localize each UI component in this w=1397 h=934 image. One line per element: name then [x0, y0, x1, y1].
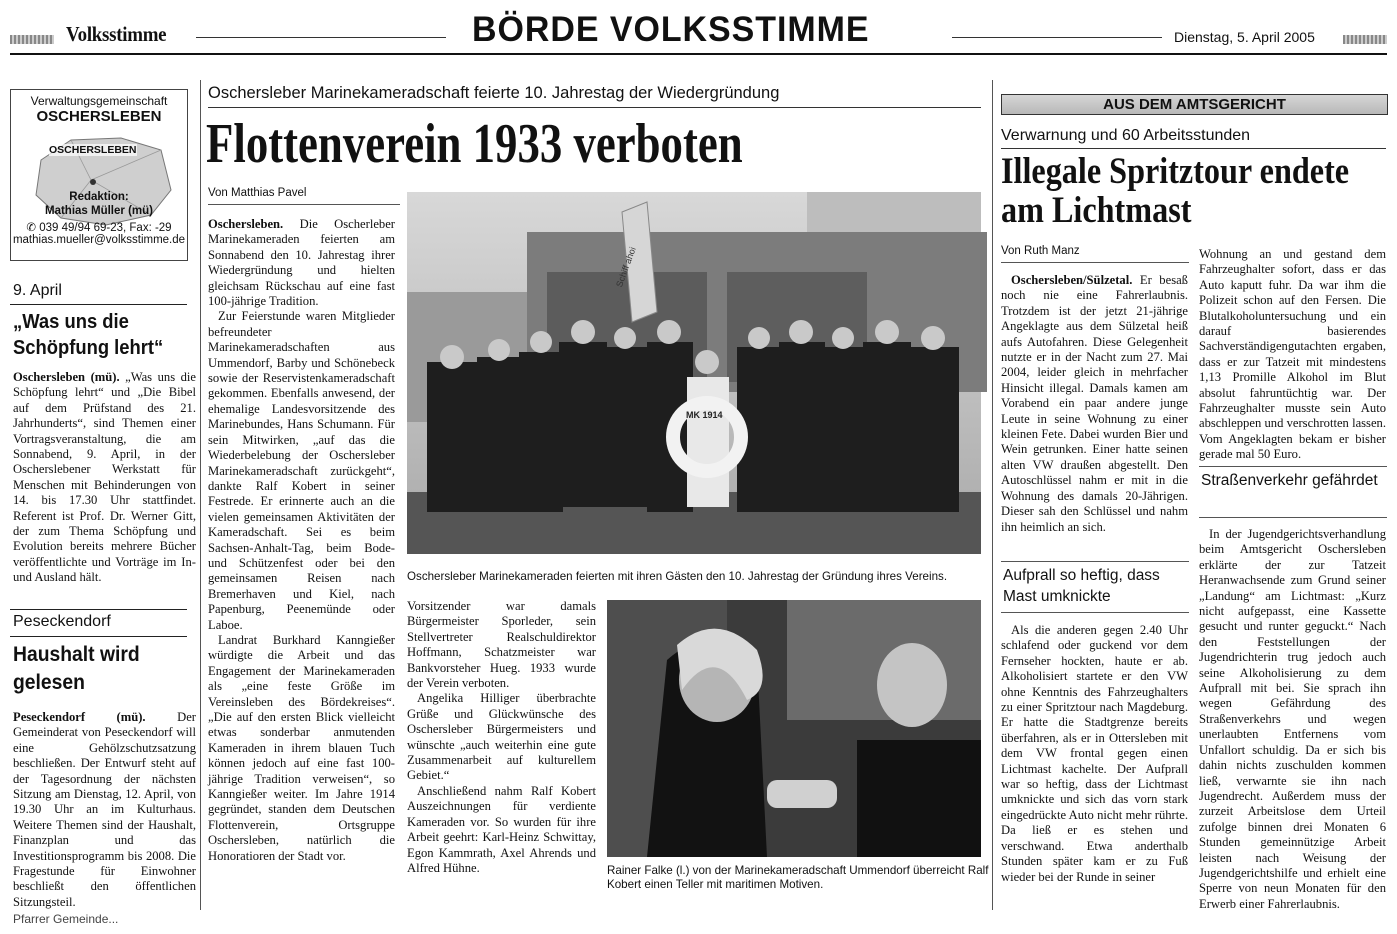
- main-col2-p3: Anschließend nahm Ralf Kobert Auszeichnungen für verdiente Kameraden vor. So wurden für ihre Arbeit geehrt: Karl-Heinz Schwittay, Egon Kammrath, Axel Ahrends und Alfred Hühne.: [407, 783, 596, 875]
- sidebar-phone: ✆ 039 49/94 69-23, Fax: -29: [26, 222, 172, 234]
- sidebar-email: mathias.mueller@volksstimme.de: [12, 234, 186, 246]
- sidebar-article-1-body: „Was uns die Schöpfung lehrt“ und „Die Bibel auf dem Prüfstand des 21. Jahrhunderts“, sind Themen einer Vortragsveranstaltung, die am Sonnabend, 9. April, in der Oscherslebener Werkstatt für Menschen mit Behinderungen von 14. bis 17.30 Uhr stattfindet. Referent ist Prof. Dr. Werner Gitt, der zum Thema Schöpfung und Evolution bereits mehrere Bücher veröffentlichte und Vorträge im In- und Ausland hält.: [13, 370, 196, 585]
- photo-flag-text: Schiff ahoi: [614, 245, 638, 289]
- right-col1-p2: Als die anderen gegen 2.40 Uhr schlafend oder guckend vor dem Fernseher hockten, haute er ab. Alkoholisiert startete er den VW ohne Kenntnis des Fahrzeughalters zu einer Spritztour nach Magdeburg. Er hatte die Stadtgrenze bereits überfahren, als er in Ottersleben mit dem VW frontal gegen einen Lichtmast kachelte. Der Aufprall war so heftig, dass der Lichtmast umknickte und sich das vorn stark eingedrückte Auto nicht mehr rührte. Da ließ er es stehen und verschwand. Etwa anderthalb Stunden später kam er zu Fuß wieder bei der Runde in seiner: [1001, 623, 1188, 884]
- award-photo-image: [607, 600, 981, 857]
- right-byline: Von Ruth Manz: [1001, 245, 1080, 257]
- right-sub2-rule-bottom: [1199, 517, 1387, 518]
- main-kicker: Oschersleber Marinekameradschaft feierte 10. Jahrestag der Wiedergründung: [208, 84, 780, 102]
- main-column-1: [208, 217, 395, 899]
- main-headline: Flottenverein 1933 verboten: [206, 113, 743, 175]
- main-col1-p2: Zur Feierstunde waren Mitglieder befreundeter Marinekameradschaften aus Ummendorf, Barby und Schönebeck sowie der Reservistenkameradschaft gekommen. Ebenfalls anwesend, der ehemalige Landesvorsitzende des Marinebundes, Hans Schumann. Für sein Mitwirken, „auf das die Wiederbelebung der Oschersleber Marinekameradschaft zurückgeht“, dankte Ralf Kobert in seiner Festrede. Er erinnerte auch an die vielen gemeinsamen Aktivitäten der Kameradschaft. Sei es beim Sachsen-Anhalt-Tag, beim Bode- und Schützenfest oder bei den gemeinsamen Reisen nach Bremerhaven und Kiel, nach Papenburg, Peenemünde oder Laboe.: [208, 309, 395, 632]
- masthead-title: BÖRDE VOLKSSTIMME: [472, 10, 870, 49]
- right-col2-p1: Wohnung an und gestand dem Fahrzeughalter sofort, dass er das Auto kaputt fuhr. Da war ihm die Polizeit schon auf den Fersen. Die Blutalkoholuntersuchung und ein darauf basierendes Sachverständigengutachten ergaben, dass er zur Tatzeit mit mindestens 1,13 Promille Alkohol im Blut absolut fahruntüchtig war. Der Fahrzeughalter musste sein Auto abschleppen und verschrotten lassen. Vom Angeklagten bekam er bisher gerade mal 50 Euro.: [1199, 247, 1386, 462]
- section-label: AUS DEM AMTSGERICHT: [1001, 94, 1388, 115]
- right-column-2: [1199, 247, 1386, 460]
- right-subhead-1: Aufprall so heftig, dass Mast umknickte: [1003, 567, 1160, 605]
- sidebar-headline-2: Haushalt wird gelesen: [13, 643, 140, 694]
- main-column-2: [407, 599, 596, 899]
- right-column-1b: [1001, 623, 1188, 898]
- sidebar-place: Peseckendorf: [13, 613, 111, 630]
- masthead-underline: [10, 53, 1387, 55]
- sidebar-article-1: [13, 370, 196, 602]
- masthead-rule-left: [196, 37, 446, 38]
- right-sub2-rule: [1199, 466, 1387, 467]
- sidebar-article-2-lead: Peseckendorf (mü).: [13, 710, 146, 724]
- main-col1-lead: Oschersleben.: [208, 217, 284, 231]
- sidebar-date: 9. April: [13, 282, 62, 299]
- group-photo: [407, 192, 981, 554]
- column-divider-right: [992, 80, 993, 910]
- right-column-1: [1001, 273, 1188, 558]
- right-column-2b: [1199, 527, 1386, 911]
- sidebar-city: OSCHERSLEBEN: [36, 108, 162, 125]
- photo-ring-text: MK 1914: [686, 410, 723, 420]
- sidebar-redaktion: Redaktion:: [69, 191, 129, 203]
- main-col2-p2: Angelika Hilliger überbrachte Grüße und Glückwünsche des Oschersleber Bürgermeisters und wünschte „auch weiterhin eine gute Zusammenarbeit auf kulturellem Gebiet.“: [407, 691, 596, 783]
- masthead-hatch-left: [10, 35, 54, 44]
- main-byline-rule: [208, 204, 400, 205]
- main-byline: Von Matthias Pavel: [208, 187, 307, 199]
- main-col1-text: Die Oscherleber Marinekameraden feierten am Sonnabend den 10. Jahrestag ihrer Wiedergründung und hielten gleichsam Rückschau auf eine fast 100-jährige Tradition.: [208, 217, 395, 309]
- masthead-brand: Volksstimme: [66, 22, 167, 46]
- right-col1-p1: Er besaß noch nie eine Fahrerlaubnis. Trotzdem ist der jetzt 21-jährige Angeklagte aus dem Sülzetal heiß aufs Autofahren. Diese Gelegenheit nutzte er in der Nacht zum 27. Mai 2004, leider gleich in mehrfacher Hinsicht illegal. Damals kamen am Vorabend ein paar andere junge Leute in seine Wohnung zu einer kleinen Fete. Dabei wurden Bier und Wein getrunken. Einer hatte seinen alten VW draußen abgestellt. Den Autoschlüssel nahm er mit in die Wohnung des damals 20-Jährigen. Dieser sah den Schlüssel und nahm ihn heimlich an sich.: [1001, 273, 1188, 534]
- masthead-hatch-right: [1343, 35, 1387, 44]
- sidebar-vg-label: Verwaltungsgemeinschaft: [30, 94, 168, 108]
- masthead-date: Dienstag, 5. April 2005: [1174, 29, 1315, 45]
- sidebar-rule-1: [10, 304, 187, 305]
- sidebar-editor: Mathias Müller (mü): [45, 205, 153, 217]
- right-headline: Illegale Spritztour endete am Lichtmast: [1001, 151, 1350, 231]
- right-kicker-rule: [1001, 148, 1386, 149]
- group-photo-image: [407, 192, 981, 554]
- sidebar-headline-1: „Was uns die Schöpfung lehrt“: [13, 311, 164, 359]
- masthead-rule-right: [952, 37, 1162, 38]
- sidebar-article-2: [13, 710, 196, 909]
- column-divider-left: [200, 80, 201, 910]
- main-col1-p3: Landrat Burkhard Kanngießer würdigte die Arbeit und das Engagement der Marinekameraden als „eine feste Größe im Vereinsleben des Bördekreises“. „Die auf den ersten Blick vielleicht etwas sonderbar anmutenden Kameraden in ihrem blauen Tuch können jedoch auf eine fast 100-jährige Tradition verweisen“, so Kanngießer weiter. Im Jahre 1914 gegründet, standen dem Deutschen Flottenverein, Ortsgruppe Oschersleben, natürlich die Honoratioren der Stadt vor.: [208, 632, 395, 863]
- award-photo-caption: Rainer Falke (l.) von der Marinekameradschaft Ummendorf überreicht Ralf Kobert einen Teller mit maritimen Motiven.: [607, 864, 989, 891]
- right-sub1-rule-bottom: [1001, 612, 1189, 613]
- main-col2-p1: Vorsitzender war damals Bürgermeister Sporleder, sein Stellvertreter Realschuldirektor Hoffmann, Schatzmeister war Bankvorsteher Hueg. 1933 wurde der Verein verboten.: [407, 599, 596, 691]
- sidebar-article-1-lead: Oschersleben (mü).: [13, 370, 120, 384]
- group-photo-caption: Oschersleber Marinekameraden feierten mit ihren Gästen den 10. Jahrestag der Gründung ihres Vereins.: [407, 570, 948, 583]
- right-byline-rule: [1001, 262, 1189, 263]
- right-kicker: Verwarnung und 60 Arbeitsstunden: [1001, 127, 1251, 144]
- right-subhead-2: Straßenverkehr gefährdet: [1201, 472, 1378, 489]
- map-city-label: OSCHERSLEBEN: [49, 144, 137, 156]
- right-col2-p2: In der Jugendgerichtsverhandlung beim Amtsgericht Oschersleben erklärte der zur Tatzeit Heranwachsende zum Grund seiner „Landung“ am Lichtmast: „Kurz nicht aufgepasst, eine Kassette gesucht und runter geguckt.“ Nach den Feststellungen der Jugendrichterin trug jedoch auch seine Alkoholisierung zu dem Aufprall mit bei. Sie sprach ihn wegen Gefährdung des Straßenverkehrs und wegen unerlaubten Entfernens vom Unfallort schuldig. Da er sich bis dahin nichts zuschulden kommen ließ, verwarnte sie ihn nach Jugendrecht. Außerdem muss der zurzeit Arbeitslose dem Urteil zufolge binnen drei Monaten 6 Stunden gemeinnützige Arbeit leisten nach Weisung der Jugendgerichtshilfe und erhielt eine Sperre von neun Monaten für den Erwerb einer Fahrerlaubnis.: [1199, 527, 1386, 911]
- sidebar-article-2-body: Der Gemeinderat von Peseckendorf will eine Gehölzschutzsatzung beschließen. Der Entwurf steht auf der Tagesordnung der nächsten Sitzung am Dienstag, 12. April, von 19.30 Uhr an im Kulturhaus. Weitere Themen sind der Haushalt, Finanzplan und das Investitionsprogramm bis 2008. Die Fragestunde für Einwohner beschließt den öffentlichen Sitzungsteil.: [13, 710, 196, 909]
- right-lead: Oschersleben/Sülzetal.: [1011, 273, 1133, 287]
- sidebar-cutoff: Pfarrer Gemeinde...: [13, 912, 119, 926]
- right-sub1-rule: [1001, 561, 1189, 562]
- award-photo: [607, 600, 981, 857]
- sidebar-info-box: [10, 89, 188, 261]
- sidebar-rule-2: [10, 609, 187, 610]
- sidebar-rule-3: [10, 636, 187, 637]
